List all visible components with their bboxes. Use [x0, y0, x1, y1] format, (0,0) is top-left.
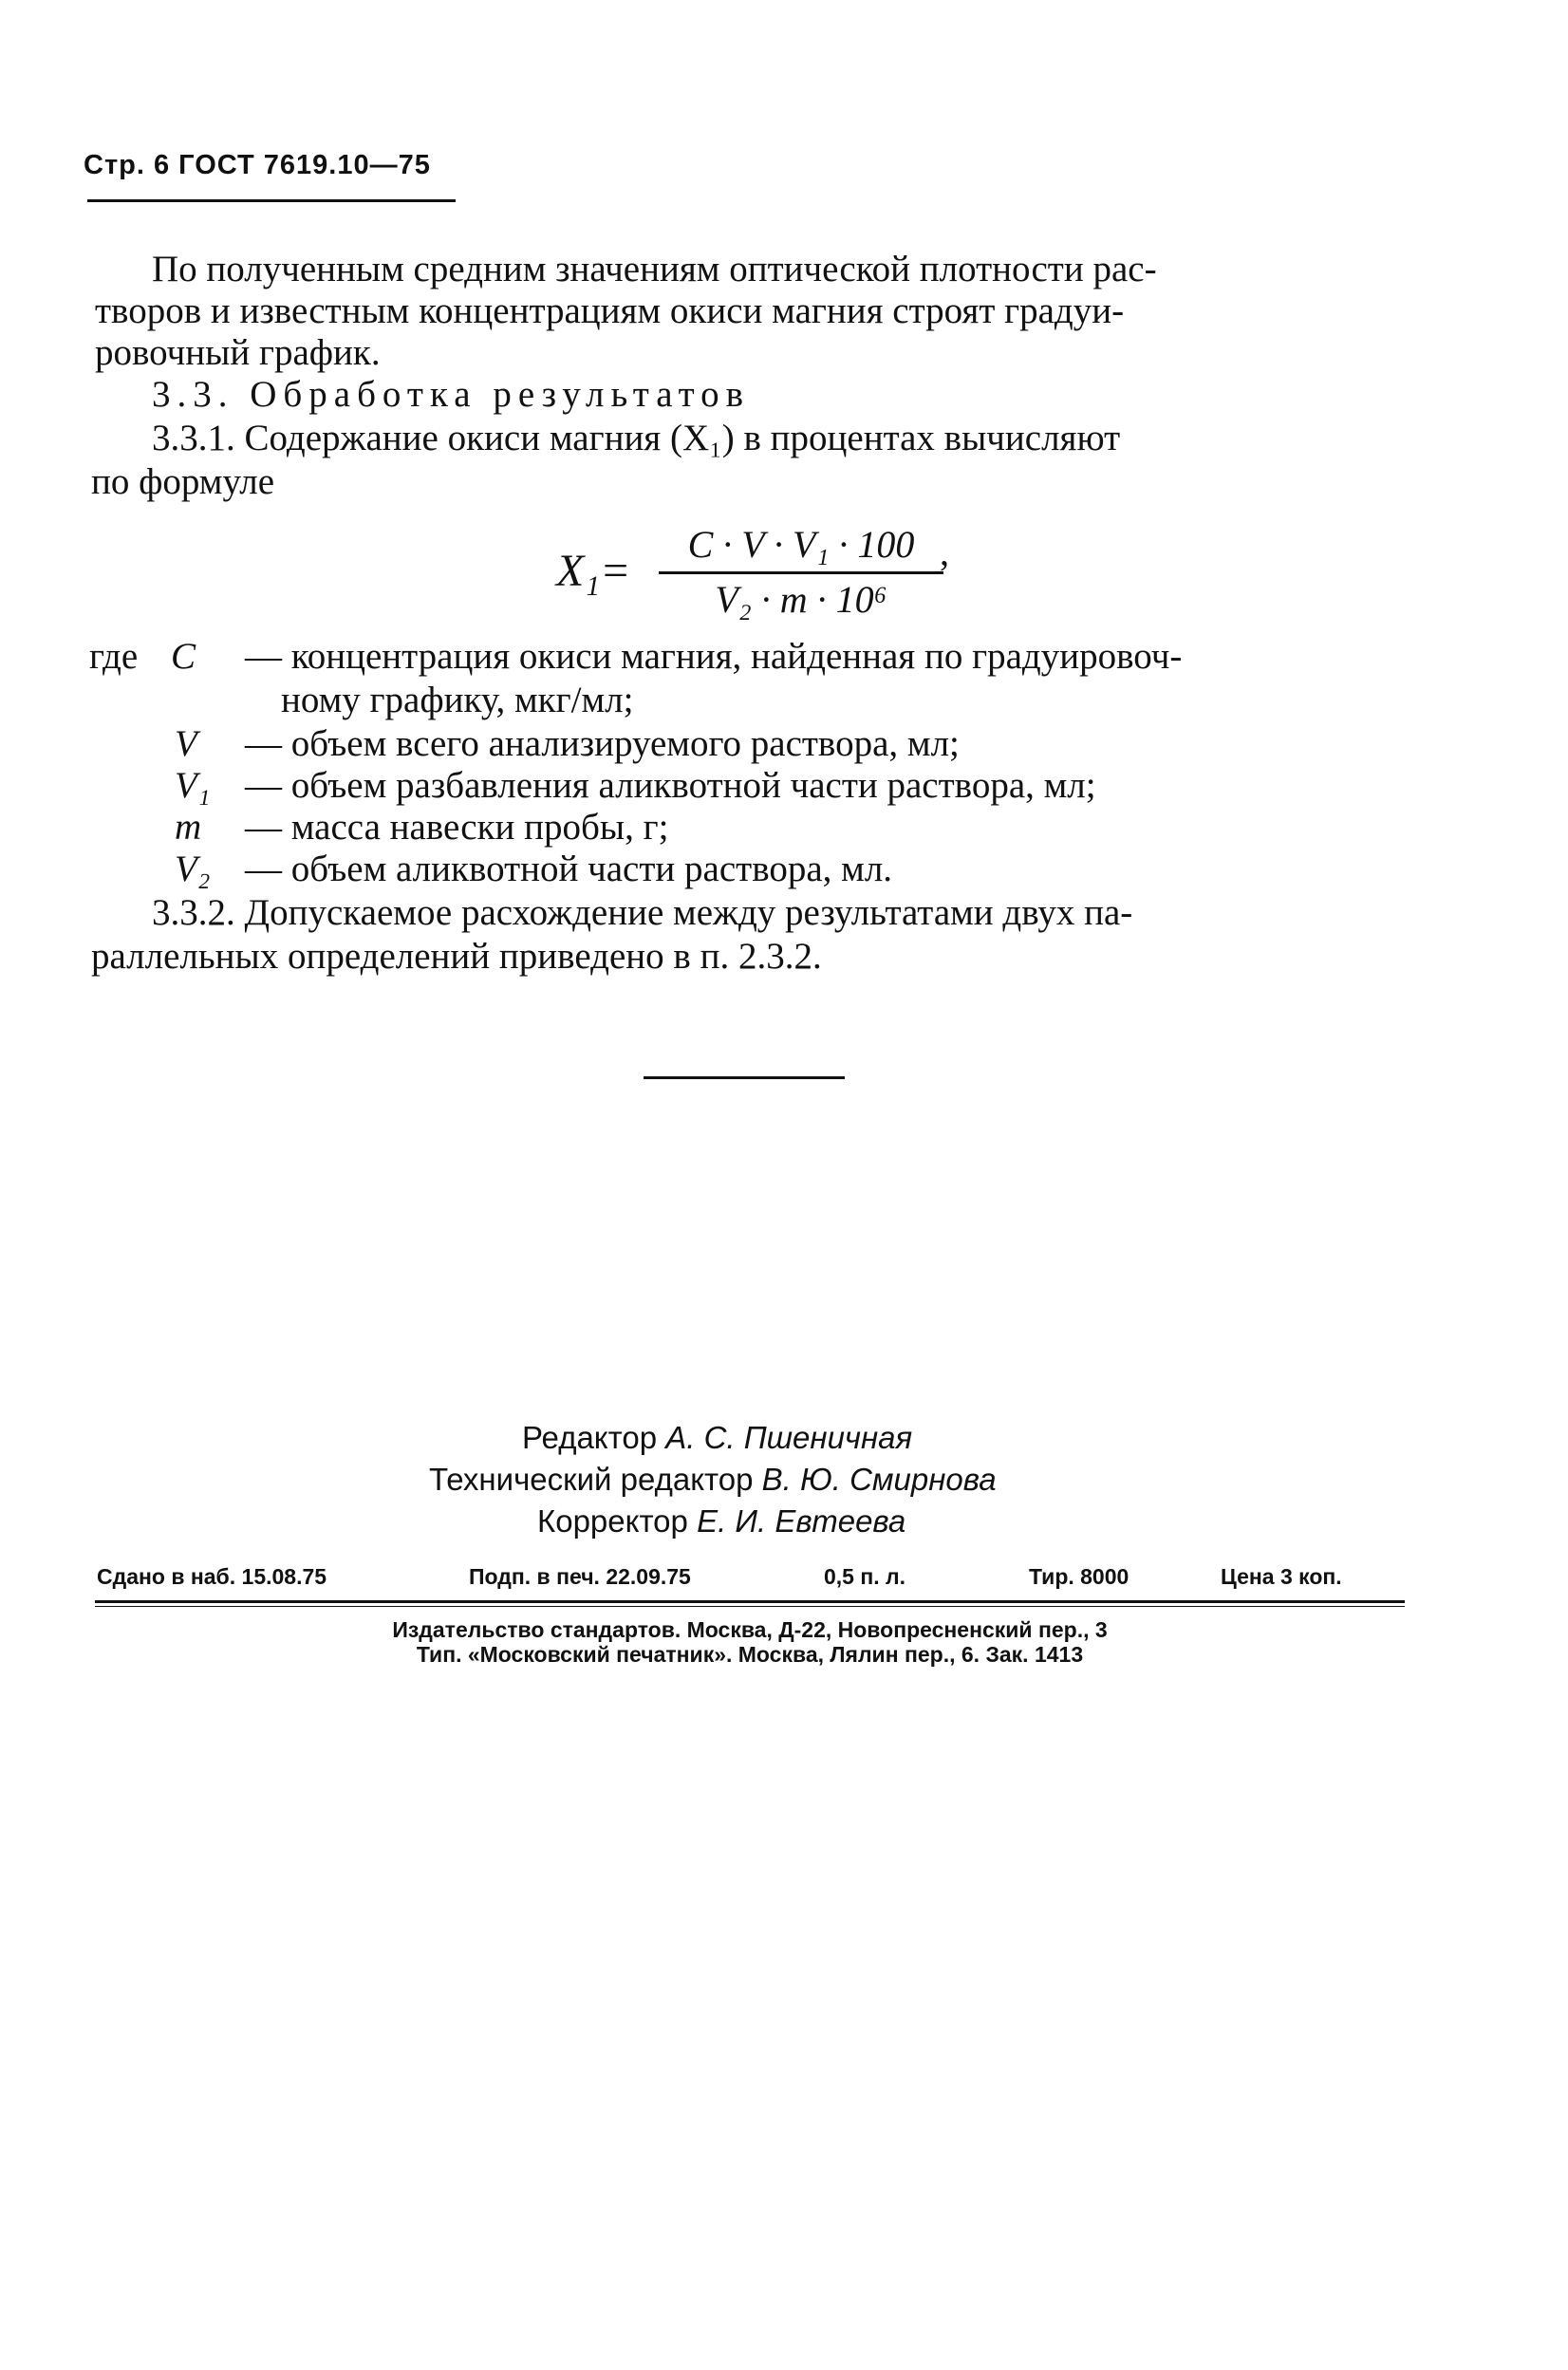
paragraph-line: раллельных определений приведено в п. 2.3.2.: [91, 936, 822, 977]
paragraph-line: По полученным средним значениям оптической плотности рас-: [152, 249, 1157, 289]
definition-text: ному графику, мкг/мл;: [281, 680, 634, 720]
credit-editor: [522, 1420, 912, 1456]
definition-symbol: C: [171, 636, 196, 677]
credit-role: Редактор: [522, 1420, 658, 1455]
paragraph-line: 3.3.1. Содержание окиси магния (X₁) в процентах вычисляют: [152, 418, 1121, 458]
fraction-bar: [659, 571, 943, 574]
imprint-rule: [95, 1600, 1405, 1603]
definition-text: — масса навески пробы, г;: [245, 807, 669, 848]
section-separator: [644, 1076, 845, 1079]
credit-role: Технический редактор: [429, 1462, 754, 1497]
formula-denominator: V₂ · m · 10⁶: [715, 578, 887, 621]
publisher-line: Тип. «Московский печатник». Москва, Лялин пер., 6. Зак. 1413: [416, 1642, 1084, 1667]
definition-symbol: V₂: [175, 849, 211, 889]
imprint-sheets: 0,5 п. л.: [824, 1564, 906, 1589]
definitions-lead: где: [89, 636, 139, 677]
definition-text: — объем разбавления аликвотной части раствора, мл;: [245, 765, 1096, 806]
publisher-line: Издательство стандартов. Москва, Д-22, Новопресненский пер., 3: [392, 1617, 1108, 1642]
header-rule: [87, 199, 456, 202]
definition-symbol: m: [175, 807, 202, 848]
imprint-submitted: Сдано в наб. 15.08.75: [97, 1564, 327, 1589]
imprint-signed: Подп. в печ. 22.09.75: [469, 1564, 691, 1589]
formula: [556, 520, 974, 625]
formula-comma: ,: [940, 531, 949, 573]
credit-name: Е. И. Евтеева: [697, 1503, 906, 1539]
paragraph-line: по формуле: [91, 461, 275, 502]
credit-technical-editor: [429, 1462, 997, 1498]
formula-numerator: C · V · V₁ · 100: [687, 523, 915, 566]
imprint-price: Цена 3 коп.: [1221, 1564, 1342, 1589]
definition-text: — объем всего анализируемого раствора, мл;: [245, 723, 960, 764]
formula-lhs: X₁=: [556, 546, 631, 596]
section-heading: 3.3. Обработка результатов: [152, 374, 751, 415]
credit-role: Корректор: [537, 1503, 688, 1539]
page-header: Стр. 6 ГОСТ 7619.10—75: [84, 150, 431, 180]
paragraph-line: ровочный график.: [95, 332, 381, 373]
imprint-print-run: Тир. 8000: [1029, 1564, 1129, 1589]
definition-text: — объем аликвотной части раствора, мл.: [245, 849, 893, 889]
credit-proofreader: [537, 1503, 905, 1540]
credit-name: В. Ю. Смирнова: [761, 1462, 997, 1497]
imprint-rule-thin: [95, 1606, 1405, 1607]
paragraph-line: 3.3.2. Допускаемое расхождение между результатами двух па-: [152, 892, 1133, 933]
definition-symbol: V: [175, 723, 197, 764]
paragraph-line: творов и известным концентрациям окиси магния строят градуи-: [95, 290, 1125, 331]
definition-text: — концентрация окиси магния, найденная по градуировоч-: [245, 636, 1183, 677]
definition-symbol: V₁: [175, 765, 211, 806]
credit-name: А. С. Пшеничная: [665, 1420, 913, 1455]
